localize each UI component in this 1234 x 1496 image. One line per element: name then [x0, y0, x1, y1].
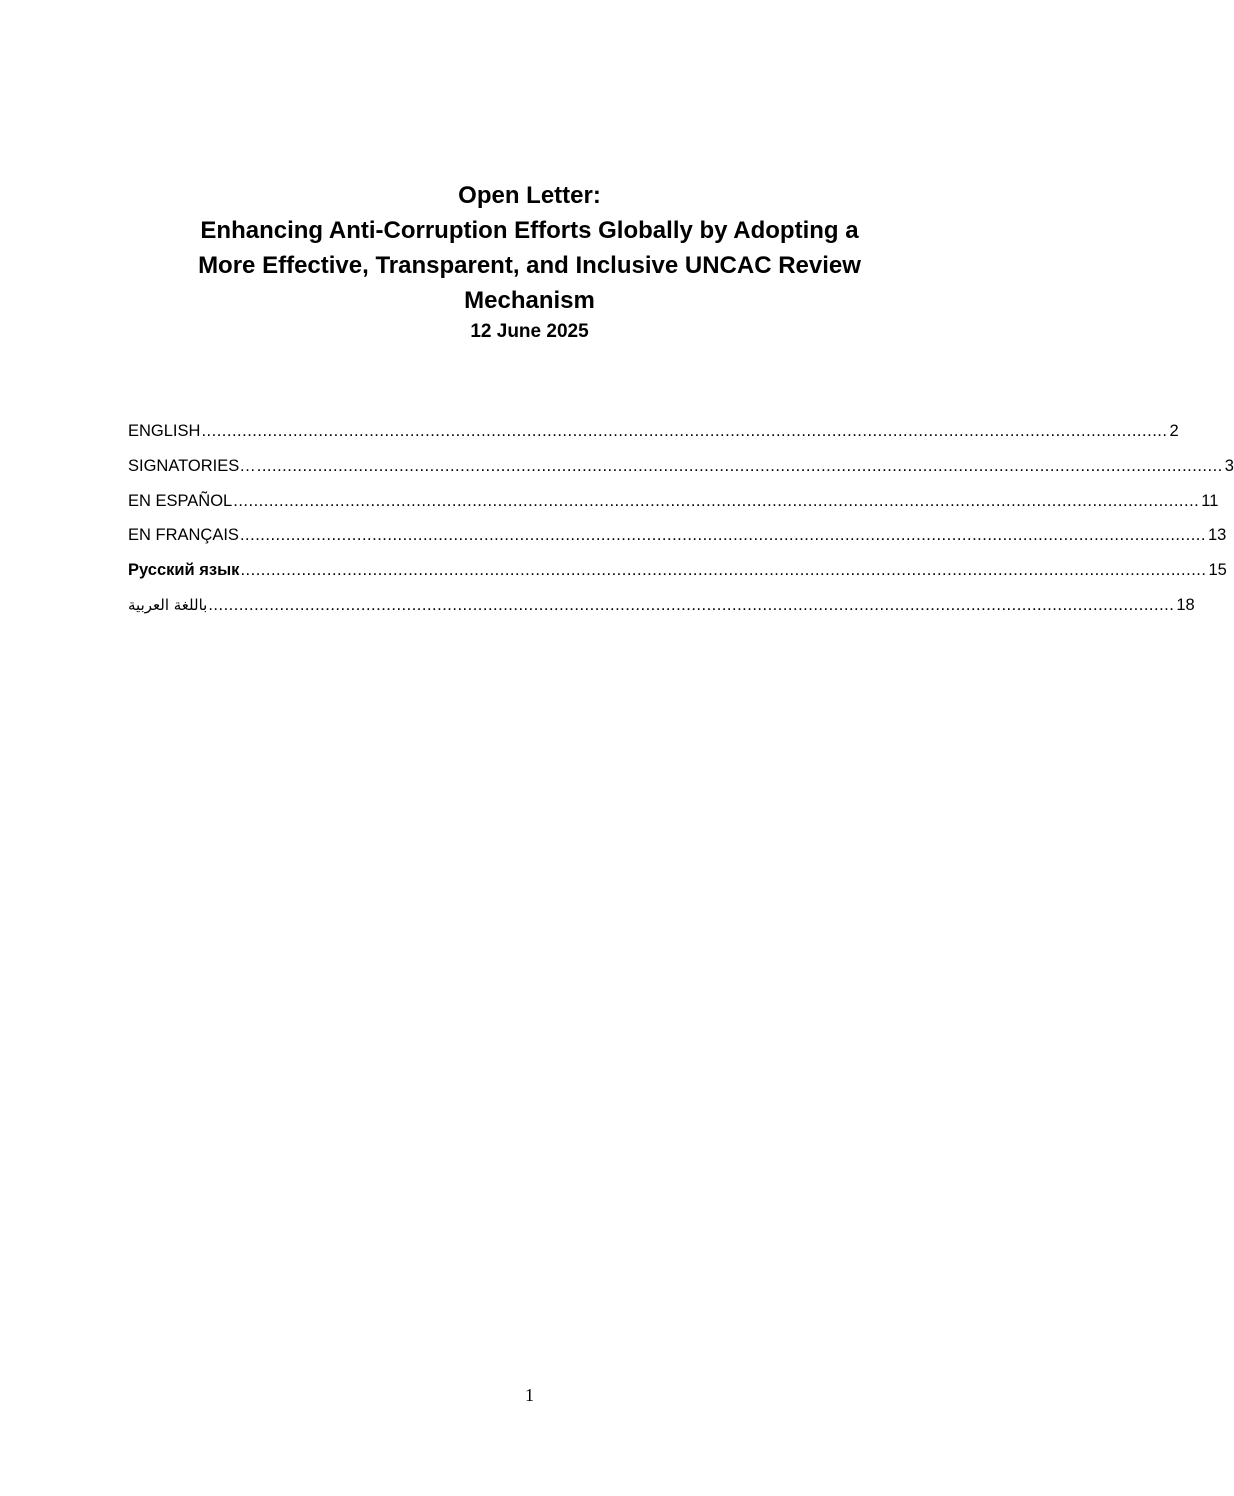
- toc-page-number: 18: [1176, 595, 1195, 614]
- toc-label: باللغة العربية: [128, 595, 208, 614]
- toc-entry-arabic[interactable]: [128, 593, 1195, 628]
- toc-dot-leader: ..............................................................................................................................................................................................: [208, 595, 1175, 614]
- document-title: [0, 178, 1059, 346]
- toc-label: EN ESPAÑOL: [128, 491, 233, 510]
- title-line-2: Enhancing Anti-Corruption Efforts Globally by Adopting a: [200, 217, 859, 244]
- toc-label: Русский язык: [128, 561, 240, 580]
- toc-entry-signatories[interactable]: [128, 454, 1234, 489]
- toc-dot-leader: ..............................................................................................................................................................................................: [256, 456, 1223, 475]
- title-line-3: More Effective, Transparent, and Inclusive UNCAC Review: [198, 252, 861, 279]
- toc-label: EN FRANÇAIS: [128, 526, 239, 545]
- toc-entry-francais[interactable]: [128, 523, 1227, 558]
- toc-label: ENGLISH: [128, 422, 201, 440]
- toc-entry-russian[interactable]: [128, 558, 1227, 593]
- title-line-1: Open Letter:: [458, 182, 601, 209]
- toc-page-number: 2: [1169, 422, 1179, 440]
- toc-label: SIGNATORIES…: [128, 456, 256, 475]
- toc-dot-leader: ..............................................................................................................................................................................................: [233, 491, 1200, 510]
- document-date: 12 June 2025: [470, 321, 589, 342]
- toc-entry-english[interactable]: [128, 419, 1179, 454]
- table-of-contents: [128, 419, 1234, 628]
- toc-dot-leader: ..............................................................................................................................................................................................: [201, 422, 1168, 440]
- toc-page-number: 3: [1224, 456, 1234, 475]
- toc-page-number: 13: [1207, 526, 1227, 545]
- toc-page-number: 11: [1201, 491, 1219, 510]
- title-line-4: Mechanism: [464, 287, 595, 314]
- toc-page-number: 15: [1208, 561, 1227, 580]
- toc-entry-espanol[interactable]: [128, 489, 1219, 524]
- page-number: 1: [525, 1385, 534, 1405]
- toc-dot-leader: ..............................................................................................................................................................................................: [239, 526, 1206, 545]
- toc-dot-leader: ..............................................................................................................................................................................................: [240, 561, 1207, 580]
